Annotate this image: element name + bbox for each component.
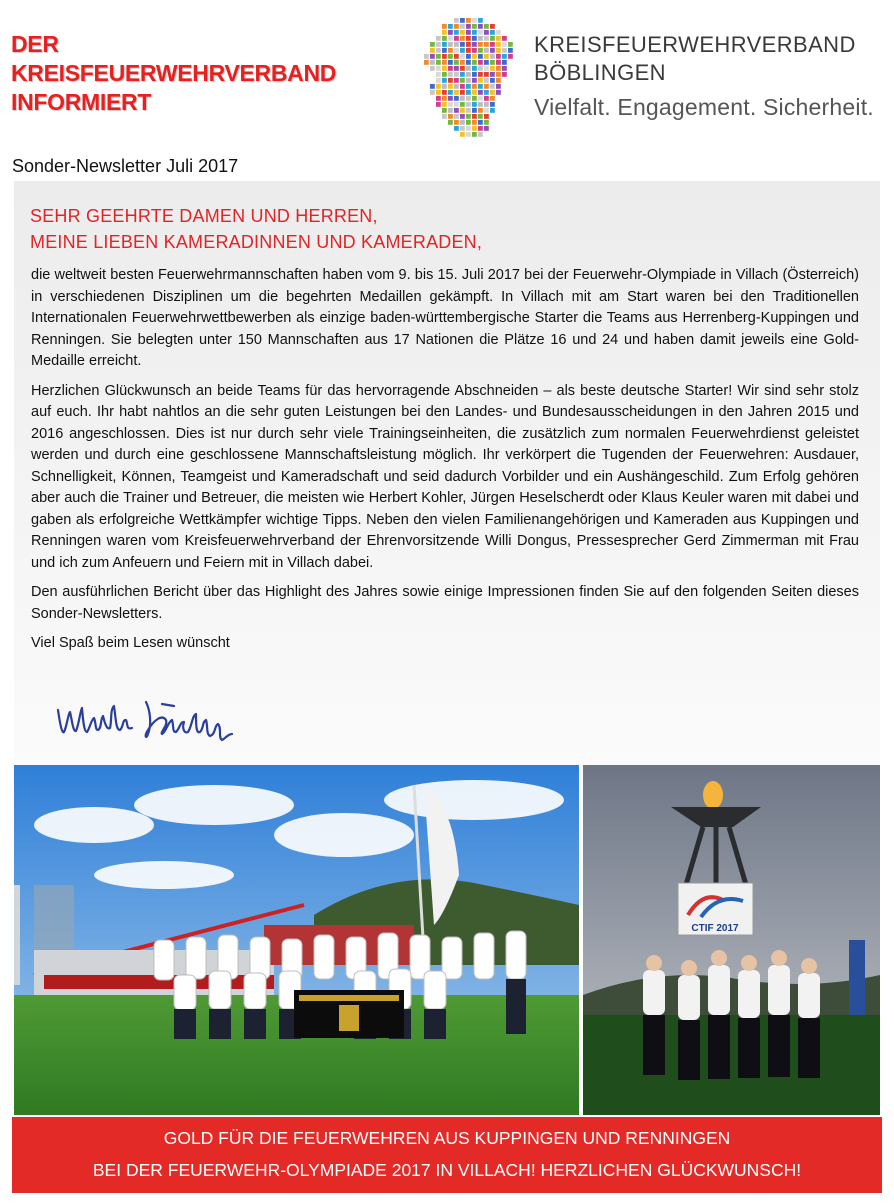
paragraph-1: die weltweit besten Feuerwehrmannschaften haben vom 9. bis 15. Juli 2017 bei der Feuerwehr-Olympiade in Villach (Österreich) in verschiedenen Disziplinen um die begehrten Medaillen gekämpft. In Villach mit am Start waren bei den Traditionellen Internationalen Feuerwehrwettbewerben als einzige baden-württembergische Starter die Teams aus Herrenberg-Kuppingen und Renningen. Sie belegten unter 150 Mannschaften aus 17 Nationen die Plätze 16 und 24 und haben damit jeweils eine Gold-Medaille erreicht. — [31, 267, 859, 369]
salutation — [30, 203, 482, 255]
title-line-2: KREISFEUERWEHRVERBAND — [11, 60, 337, 86]
salutation-line-1: SEHR GEEHRTE DAMEN UND HERREN, — [30, 206, 378, 226]
newsletter-title — [11, 30, 336, 117]
paragraph-2: Herzlichen Glückwunsch an beide Teams für das hervorragende Abschneiden – als beste deutsche Starter! Wir sind sehr stolz auf euch. Ihr habt nahtlos an die sehr guten Leistungen bei den Landes- und Bundesausscheidungen in den Jahren 2015 und 2016 angeschlossen. Dies ist nur durch sehr viele Trainingseinheiten, die zusätzlich zum normalen Feuerwehrdienst geleistet werden und durch eine geschlossene Mannschaftsleistung möglich. Ihr verkörpert die Tugenden der Feuerwehren: Ausdauer, Schnelligkeit, Können, Teamgeist und Kameradschaft und seid dadurch Vorbilder und ein Aushängeschild. Zum Erfolg gehören aber auch die Trainer und Betreuer, die meisten wie Herbert Kohler, Jürgen Heselscherdt oder Klaus Keuler waren mit dabei und gaben als erfolgreiche Wettkämpfer wichtige Tipps. Neben den vielen Familienangehörigen und Kameraden aus Kuppingen und Renningen waren vom Kreisfeuerwehrverband der Ehrenvorsitzende Willi Dongus, Pressesprecher Gerd Zimmerman mit Frau und ich zum Anfeuern und Feiern mit in Villach dabei. — [31, 382, 859, 571]
banner-line-1: GOLD FÜR DIE FEUERWEHREN AUS KUPPINGEN UND RENNINGEN — [163, 1128, 731, 1148]
title-line-1: DER — [11, 31, 59, 57]
org-name-line-1: KREISFEUERWEHRVERBAND — [534, 32, 856, 57]
banner-line-2: BEI DER FEUERWEHR-OLYMPIADE 2017 IN VILLACH! HERZLICHEN GLÜCKWUNSCH! — [92, 1160, 802, 1180]
district-map-logo-icon — [414, 14, 524, 140]
handwritten-signature-icon — [50, 676, 250, 761]
org-slogan: Vielfalt. Engagement. Sicherheit. — [534, 94, 874, 120]
title-line-3: INFORMIERT — [11, 89, 152, 115]
ctif-sign-text: CTIF 2017 — [691, 923, 739, 934]
salutation-line-2: MEINE LIEBEN KAMERADINNEN UND KAMERADEN, — [30, 232, 483, 252]
headline-banner — [12, 1117, 882, 1193]
letter-body — [31, 265, 859, 663]
team-photo-stadium — [14, 765, 579, 1115]
team-photo-olympic-flame — [583, 765, 880, 1115]
paragraph-3: Den ausführlichen Bericht über das Highlight des Jahres sowie einige Impressionen finden Sie auf den folgenden Seiten dieses Sonder-Newsletters. — [31, 584, 859, 622]
paragraph-closing: Viel Spaß beim Lesen wünscht — [31, 635, 230, 651]
newsletter-edition: Sonder-Newsletter Juli 2017 — [12, 156, 239, 176]
org-name-line-2: BÖBLINGEN — [534, 60, 666, 85]
